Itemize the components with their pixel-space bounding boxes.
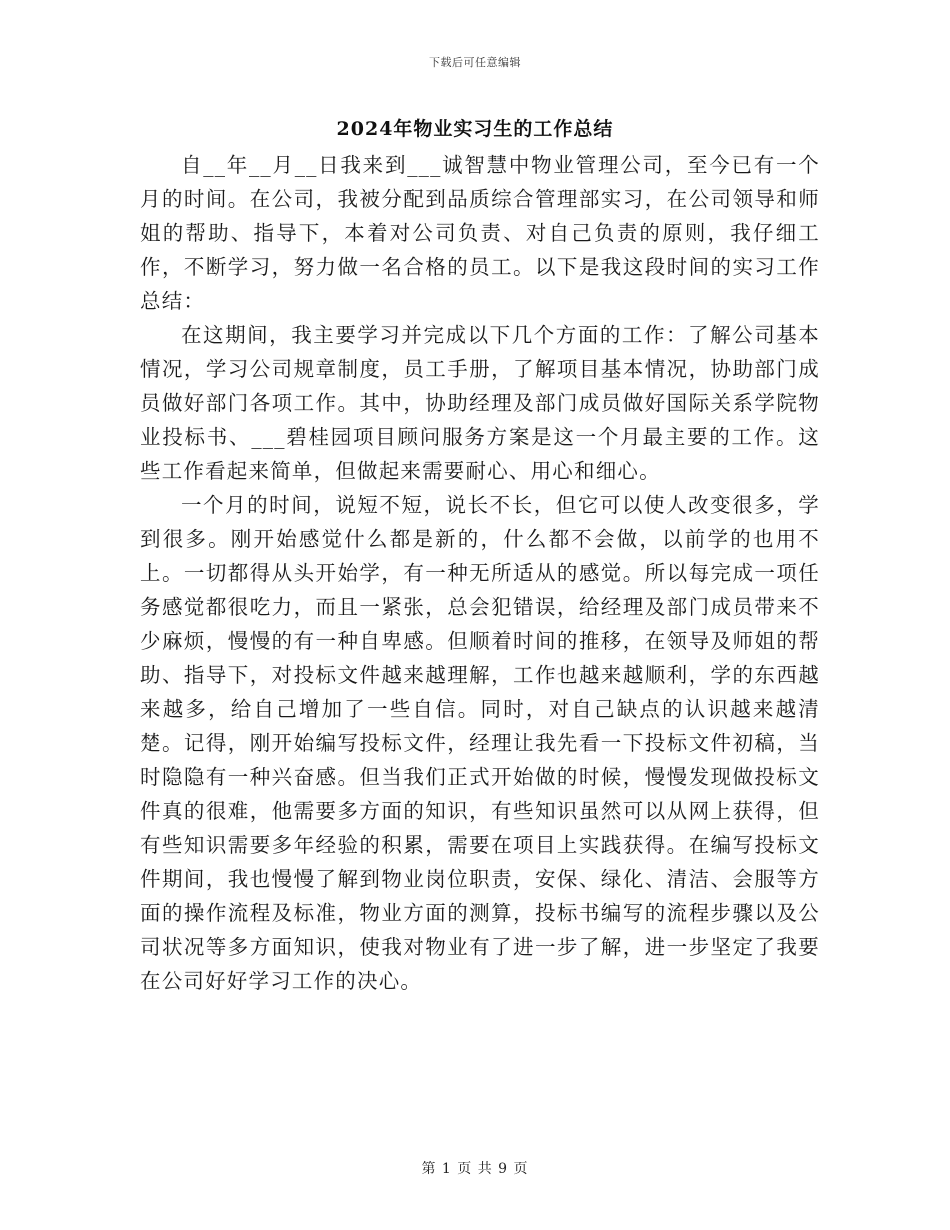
- document-body: [140, 148, 820, 998]
- header-note: 下载后可任意编辑: [429, 56, 521, 69]
- paragraph-3: 一个月的时间，说短不短，说长不长，但它可以使人改变很多，学到很多。刚开始感觉什么都是新的，什么都不会做，以前学的也用不上。一切都得从头开始学，有一种无所适从的感觉。所以每完成一项任务感觉都很吃力，而且一紧张，总会犯错误，给经理及部门成员带来不少麻烦，慢慢的有一种自卑感。但顺着时间的推移，在领导及师姐的帮助、指导下，对投标文件越来越理解，工作也越来越顺利，学的东西越来越多，给自己增加了一些自信。同时，对自己缺点的认识越来越清楚。记得，刚开始编写投标文件，经理让我先看一下投标文件初稿，当时隐隐有一种兴奋感。但当我们正式开始做的时候，慢慢发现做投标文件真的很难，他需要多方面的知识，有些知识虽然可以从网上获得，但有些知识需要多年经验的积累，需要在项目上实践获得。在编写投标文件期间，我也慢慢了解到物业岗位职责，安保、绿化、清洁、会服等方面的操作流程及标准，物业方面的测算，投标书编写的流程步骤以及公司状况等多方面知识，使我对物业有了进一步了解，进一步坚定了我要在公司好好学习工作的决心。: [140, 493, 820, 993]
- paragraph-1: 自__年__月__日我来到___诚智慧中物业管理公司，至今已有一个月的时间。在公司，我被分配到品质综合管理部实习，在公司领导和师姐的帮助、指导下，本着对公司负责、对自己负责的原则，我仔细工作，不断学习，努力做一名合格的员工。以下是我这段时间的实习工作总结：: [140, 153, 820, 313]
- document-title: 2024年物业实习生的工作总结: [336, 118, 614, 140]
- paragraph-2: 在这期间，我主要学习并完成以下几个方面的工作：了解公司基本情况，学习公司规章制度，员工手册，了解项目基本情况，协助部门成员做好部门各项工作。其中，协助经理及部门成员做好国际关系学院物业投标书、___碧桂园项目顾问服务方案是这一个月最主要的工作。这些工作看起来简单，但做起来需要耐心、用心和细心。: [140, 323, 820, 483]
- page-indicator: 第 1 页 共 9 页: [421, 1161, 529, 1177]
